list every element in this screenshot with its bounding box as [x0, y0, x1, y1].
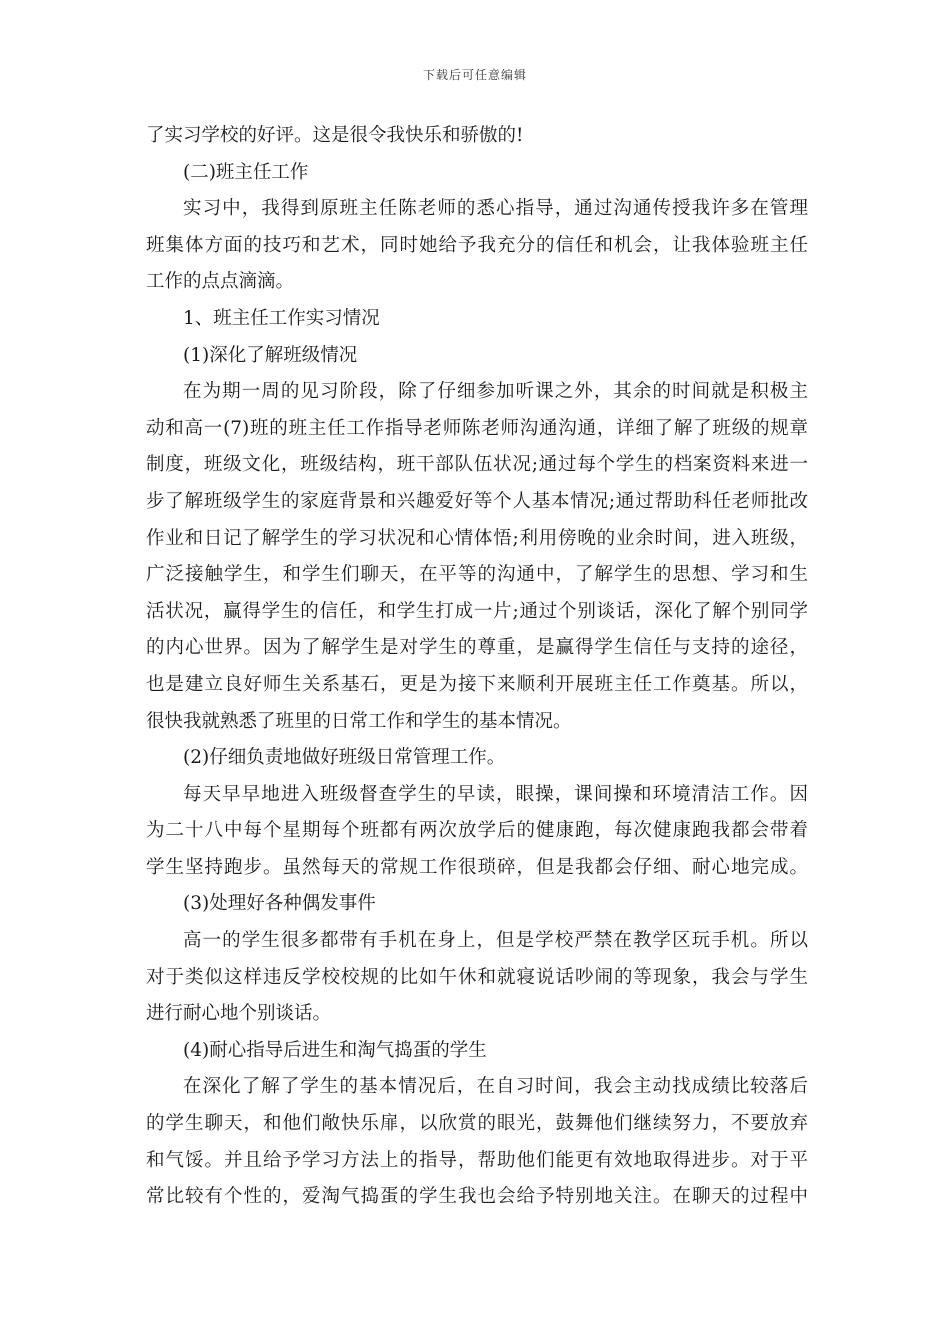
text-line: 常比较有个性的，爱淘气捣蛋的学生我也会给予特别地关注。在聊天的过程中: [146, 1186, 808, 1208]
text-line: (2)仔细负责地做好班级日常管理工作。: [183, 747, 506, 769]
text-line: 在为期一周的见习阶段，除了仔细参加听课之外，其余的时间就是积极主: [183, 381, 808, 403]
text-line: 工作的点点滴滴。: [146, 271, 295, 293]
text-line: (二)班主任工作: [183, 161, 309, 183]
text-line: 的内心世界。因为了解学生是对学生的尊重，是赢得学生信任与支持的途径，: [146, 637, 808, 659]
text-line: (4)耐心指导后进生和淘气捣蛋的学生: [183, 1039, 487, 1061]
document-body: [146, 118, 808, 1216]
text-line: (3)处理好各种偶发事件: [183, 893, 376, 915]
text-line: 高一的学生很多都带有手机在身上，但是学校严禁在教学区玩手机。所以: [183, 930, 808, 952]
text-line: 很快我就熟悉了班里的日常工作和学生的基本情况。: [146, 710, 572, 732]
text-line: 制度，班级文化，班级结构，班干部队伍状况;通过每个学生的档案资料来进一: [146, 454, 808, 476]
page-header-note: 下载后可任意编辑: [422, 68, 527, 82]
text-line: 的学生聊天，和他们敞快乐扉，以欣赏的眼光，鼓舞他们继续努力，不要放弃: [146, 1113, 808, 1135]
text-line: 进行耐心地个别谈话。: [146, 1003, 332, 1025]
text-line: 对于类似这样违反学校校规的比如午休和就寝说话吵闹的等现象，我会与学生: [146, 966, 808, 988]
text-line: 学生坚持跑步。虽然每天的常规工作很琐碎，但是我都会仔细、耐心地完成。: [146, 856, 808, 878]
text-line: 班集体方面的技巧和艺术，同时她给予我充分的信任和机会，让我体验班主任: [146, 234, 808, 256]
text-line: 1、班主任工作实习情况: [183, 307, 380, 329]
text-line: 步了解班级学生的家庭背景和兴趣爱好等个人基本情况;通过帮助科任老师批改: [146, 490, 808, 512]
text-line: 作业和日记了解学生的学习状况和心情体悟;利用傍晚的业余时间，进入班级，: [146, 527, 808, 549]
text-line: 在深化了解了学生的基本情况后，在自习时间，我会主动找成绩比较落后: [183, 1076, 808, 1098]
text-line: 为二十八中每个星期每个班都有两次放学后的健康跑，每次健康跑我都会带着: [146, 820, 808, 842]
text-line: 了实习学校的好评。这是很令我快乐和骄傲的!: [146, 125, 524, 146]
text-line: 动和高一(7)班的班主任工作指导老师陈老师沟通沟通，详细了解了班级的规章: [146, 417, 808, 439]
text-line: 每天早早地进入班级督查学生的早读，眼操，课间操和环境清洁工作。因: [183, 783, 808, 805]
text-line: (1)深化了解班级情况: [183, 344, 358, 366]
text-line: 活状况，赢得学生的信任，和学生打成一片;通过个别谈话，深化了解个别同学: [146, 600, 808, 622]
text-line: 实习中，我得到原班主任陈老师的悉心指导，通过沟通传授我许多在管理: [183, 198, 808, 220]
text-line: 和气馁。并且给予学习方法上的指导，帮助他们能更有效地取得进步。对于平: [146, 1149, 808, 1171]
text-line: 也是建立良好师生关系基石，更是为接下来顺利开展班主任工作奠基。所以，: [146, 673, 808, 695]
text-line: 广泛接触学生，和学生们聊天，在平等的沟通中，了解学生的思想、学习和生: [146, 564, 808, 586]
